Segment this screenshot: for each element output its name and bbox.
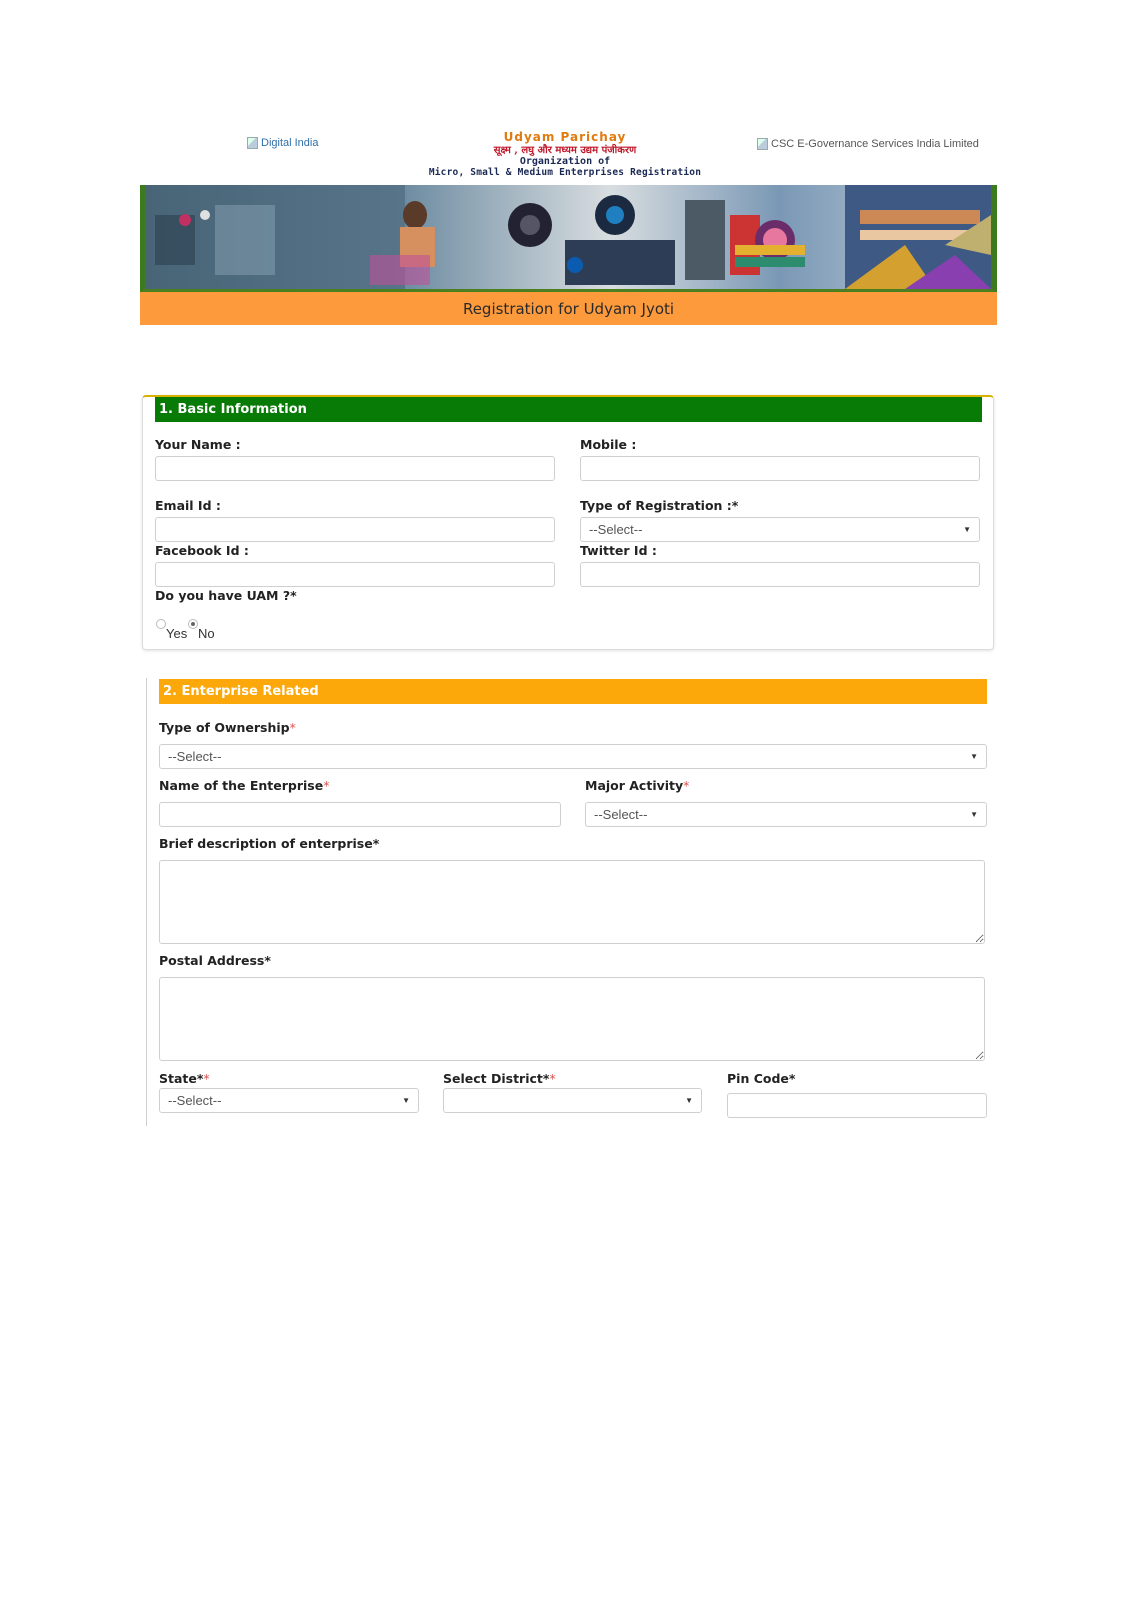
csc-logo: [757, 138, 979, 150]
description-wrapper: [159, 860, 985, 944]
basic-information-header: [155, 397, 982, 422]
page-heading: Registration for Udyam Jyoti: [462, 299, 675, 318]
header-banner-image: [140, 185, 997, 292]
state-select[interactable]: [159, 1088, 419, 1113]
required-star: *: [683, 778, 690, 793]
required-star: *: [323, 778, 330, 793]
digital-india-logo-alt: Digital India: [261, 137, 319, 149]
email-label: Email Id :: [155, 498, 221, 513]
ownership-label-text: Type of Ownership: [159, 720, 290, 735]
state-label: [159, 1071, 210, 1086]
dropdown-arrow-icon: ▼: [970, 752, 978, 761]
uam-no-label: No: [198, 626, 215, 641]
registration-type-label: Type of Registration :*: [580, 498, 739, 513]
pin-code-label: Pin Code*: [727, 1071, 796, 1086]
uam-label: Do you have UAM ?*: [155, 588, 297, 603]
state-label-text: State*: [159, 1071, 204, 1086]
enterprise-name-label: [159, 778, 329, 793]
ownership-select[interactable]: [159, 744, 987, 769]
enterprise-name-label-text: Name of the Enterprise: [159, 778, 324, 793]
district-label: [443, 1071, 556, 1086]
required-star: *: [549, 1071, 556, 1086]
dropdown-arrow-icon: ▼: [963, 525, 971, 534]
pin-code-input[interactable]: [727, 1093, 987, 1118]
description-textarea[interactable]: [159, 860, 985, 944]
postal-address-wrapper: [159, 977, 985, 1061]
email-input[interactable]: [155, 517, 555, 542]
uam-yes-radio[interactable]: [156, 619, 166, 629]
major-activity-value: --Select--: [594, 807, 648, 822]
dropdown-arrow-icon: ▼: [402, 1096, 410, 1105]
facebook-label: Facebook Id :: [155, 543, 249, 558]
mobile-label: Mobile :: [580, 437, 637, 452]
logo-org-line: Organization of: [519, 156, 611, 168]
dropdown-arrow-icon: ▼: [970, 810, 978, 819]
enterprise-name-input[interactable]: [159, 802, 561, 827]
twitter-input[interactable]: [580, 562, 980, 587]
page-heading-bar: [140, 292, 997, 325]
facebook-input[interactable]: [155, 562, 555, 587]
uam-no-radio[interactable]: [188, 619, 198, 629]
uam-yes-label: Yes: [166, 626, 188, 641]
district-select[interactable]: [443, 1088, 702, 1113]
csc-logo-alt: CSC E-Governance Services India Limited: [771, 138, 979, 150]
major-activity-select[interactable]: [585, 802, 987, 827]
twitter-label: Twitter Id :: [580, 543, 657, 558]
dropdown-arrow-icon: ▼: [685, 1096, 693, 1105]
your-name-label: Your Name :: [155, 437, 241, 452]
state-value: --Select--: [168, 1093, 222, 1108]
broken-image-icon: [757, 138, 768, 150]
udyam-parichay-logo: [395, 131, 735, 179]
major-activity-label-text: Major Activity: [585, 778, 684, 793]
district-label-text: Select District*: [443, 1071, 550, 1086]
registration-type-value: --Select--: [589, 522, 643, 537]
registration-type-select[interactable]: [580, 517, 980, 542]
enterprise-related-header: [159, 679, 987, 704]
logo-hindi-subtitle: सूक्ष्म , लघु और मध्यम उद्यम पंजीकरण: [493, 144, 637, 156]
ownership-value: --Select--: [168, 749, 222, 764]
ownership-label: [159, 720, 296, 735]
description-label: Brief description of enterprise*: [159, 836, 380, 851]
your-name-input[interactable]: [155, 456, 555, 481]
postal-address-label: Postal Address*: [159, 953, 271, 968]
broken-image-icon: [247, 137, 258, 149]
required-star: *: [203, 1071, 210, 1086]
mobile-input[interactable]: [580, 456, 980, 481]
postal-address-textarea[interactable]: [159, 977, 985, 1061]
logo-title: Udyam Parichay: [503, 130, 627, 144]
digital-india-logo: [247, 137, 318, 149]
enterprise-related-title: 2. Enterprise Related: [163, 684, 319, 699]
major-activity-label: [585, 778, 689, 793]
required-star: *: [289, 720, 296, 735]
basic-information-title: 1. Basic Information: [159, 402, 307, 417]
logo-msme-line: Micro, Small & Medium Enterprises Registration: [428, 166, 702, 178]
